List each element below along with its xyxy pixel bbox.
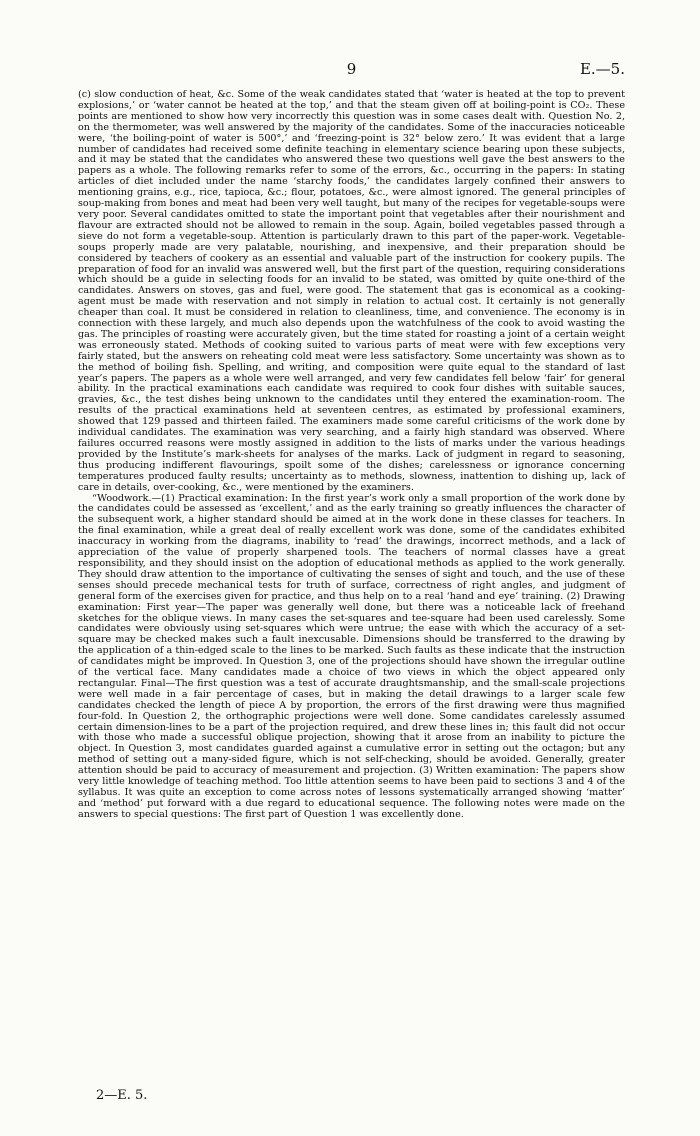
series-reference: E.—5. [579,60,625,78]
paragraph-woodwork: “Woodwork.—(1) Practical examination: In the first year’s work only a small proportion of the work done by the candidates could be assessed as ‘excellent,’ and as the early training so greatly influences the character of the subsequent work, a higher standard should be aimed at in the work done in these classes for teachers. In the final examination, while a great deal of really excellent work was done, some of the candidates exhibited inaccuracy in working from the diagrams, inability to ‘read’ the drawings, incorrect methods, and a lack of appreciation of the value of properly sharpened tools. The teachers of normal classes have a great responsibility, and they should insist on the adoption of educational methods as applied to the work generally. They should draw attention to the importance of cultivating the senses of sight and touch, and the use of these senses should precede mechanical tests for truth of surface, correctness of right angles, and judgment of general form of the exercises given for practice, and thus help on to a real ‘hand and eye’ training. (2) Drawing examination: First year—The paper was generally well done, but there was a noticeable lack of freehand sketches for the oblique views. In many cases the set-squares and tee-square had been used carelessly. Some candidates were obviously using set-squares which were untrue; the ease with which the accuracy of a set-square may be checked makes such a fault inexcusable. Dimensions should be transferred to the drawing by the application of a thin-edged scale to the lines to be marked. Such faults as these indicate that the instruction of candidates might be improved. In Question 3, one of the projections should have shown the irregular outline of the vertical face. Many candidates made a choice of two views in which the object appeared only rectangular. Final—The first question was a test of accurate draughtsmanship, and the small-scale projections were well made in a fair percentage of cases, but in making the detail drawings to a larger scale few candidates checked the length of piece A by proportion, the errors of the first drawing were thus magnified four-fold. In Question 2, the orthographic projections were well done. Some candidates carelessly assumed certain dimension-lines to be a part of the projection required, and drew these lines in; this fault did not occur with those who made a successful oblique projection, showing that it arose from an inability to picture the object. In Question 3, most candidates guarded against a cumulative error in setting out the octagon; but any method of setting out a many-sided figure, which is not self-checking, should be avoided. Generally, greater attention should be paid to accuracy of measurement and projection. (3) Written examination: The papers show very little knowledge of teaching method. Too little attention seems to have been paid to sections 3 and 4 of the syllabus. It was quite an exception to come across notes of lessons systematically arranged showing ‘matter’ and ‘method’ put forward with a due regard to educational sequence. The following notes were made on the answers to special questions: The first part of Question 1 was excellently done. [78,492,625,820]
paragraph-cookery: (c) slow conduction of heat, &c. Some of the weak candidates stated that ‘water is heated at the top to prevent explosions,’ or ‘water cannot be heated at the top,’ and that the steam given off at boiling-point is CO₂. These points are mentioned to show how very incorrectly this question was in some cases dealt with. Question No. 2, on the thermometer, was well answered by the majority of the candidates. Some of the inaccuracies noticeable were, ‘the boiling-point of water is 500°,’ and ‘freezing-point is 32° below zero.’ It was evident that a large number of candidates had received some definite teaching in elementary science bearing upon these subjects, and it may be stated that the candidates who answered these two questions well gave the best answers to the papers as a whole. The following remarks refer to some of the errors, &c., occurring in the papers: In stating articles of diet included under the name ‘starchy foods,’ the candidates largely confined their answers to mentioning grains, e.g., rice, tapioca, &c.; flour, potatoes, &c., were almost ignored. The general principles of soup-making from bones and meat had been very well taught, but many of the recipes for vegetable-soups were very poor. Several candidates omitted to state the important point that vegetables after their nourishment and flavour are extracted should not be allowed to remain in the soup. Again, boiled vegetables passed through a sieve do not form a vegetable-soup. Attention is particularly drawn to this part of the paper-work. Vegetable-soups properly made are very palatable, nourishing, and inexpensive, and their preparation should be considered by teachers of cookery as an essential and valuable part of the instruction for cookery pupils. The preparation of food for an invalid was answered well, but the first part of the question, requiring considerations which should be a guide in selecting foods for an invalid to be stated, was omitted by quite one-third of the candidates. Answers on stoves, gas and fuel, were good. The statement that gas is economical as a cooking-agent must be made with reservation and not simply in relation to actual cost. It certainly is not generally cheaper than coal. It must be considered in relation to cleanliness, time, and convenience. The economy is in connection with these largely, and much also depends upon the watchfulness of the cook to avoid wasting the gas. The principles of roasting were accurately given, but the time stated for roasting a joint of a certain weight was erroneously stated. Methods of cooking suited to various parts of meat were with few exceptions very fairly stated, but the answers on reheating cold meat were less satisfactory. Some uncertainty was shown as to the method of boiling fish. Spelling, and writing, and composition were quite equal to the standard of last year’s papers. The papers as a whole were well arranged, and very few candidates fell below ‘fair’ for general ability. In the practical examinations each candidate was required to cook four dishes with suitable sauces, gravies, &c., the test dishes being unknown to the candidates until they entered the examination-room. The results of the practical examinations held at seventeen centres, as estimated by professional examiners, showed that 129 passed and thirteen failed. The examiners made some careful criticisms of the work done by individual candidates. The examination was very searching, and a fairly high standard was observed. Where failures occurred reasons were mostly assigned in addition to the lists of marks under the various headings provided by the Institute’s mark-sheets for analyses of the marks. Lack of judgment in regard to seasoning, thus producing indifferent flavourings, spoilt some of the dishes; carelessness or ignorance concerning temperatures produced faulty results; uncertainty as to methods, slowness, inattention to dishing up, lack of care in details, over-cooking, &c., were mentioned by the examiners. [78,89,625,493]
body-text [78,90,625,821]
printer-signature: 2—E. 5. [96,1088,148,1103]
page-header [78,60,625,82]
page-number: 9 [346,60,357,78]
